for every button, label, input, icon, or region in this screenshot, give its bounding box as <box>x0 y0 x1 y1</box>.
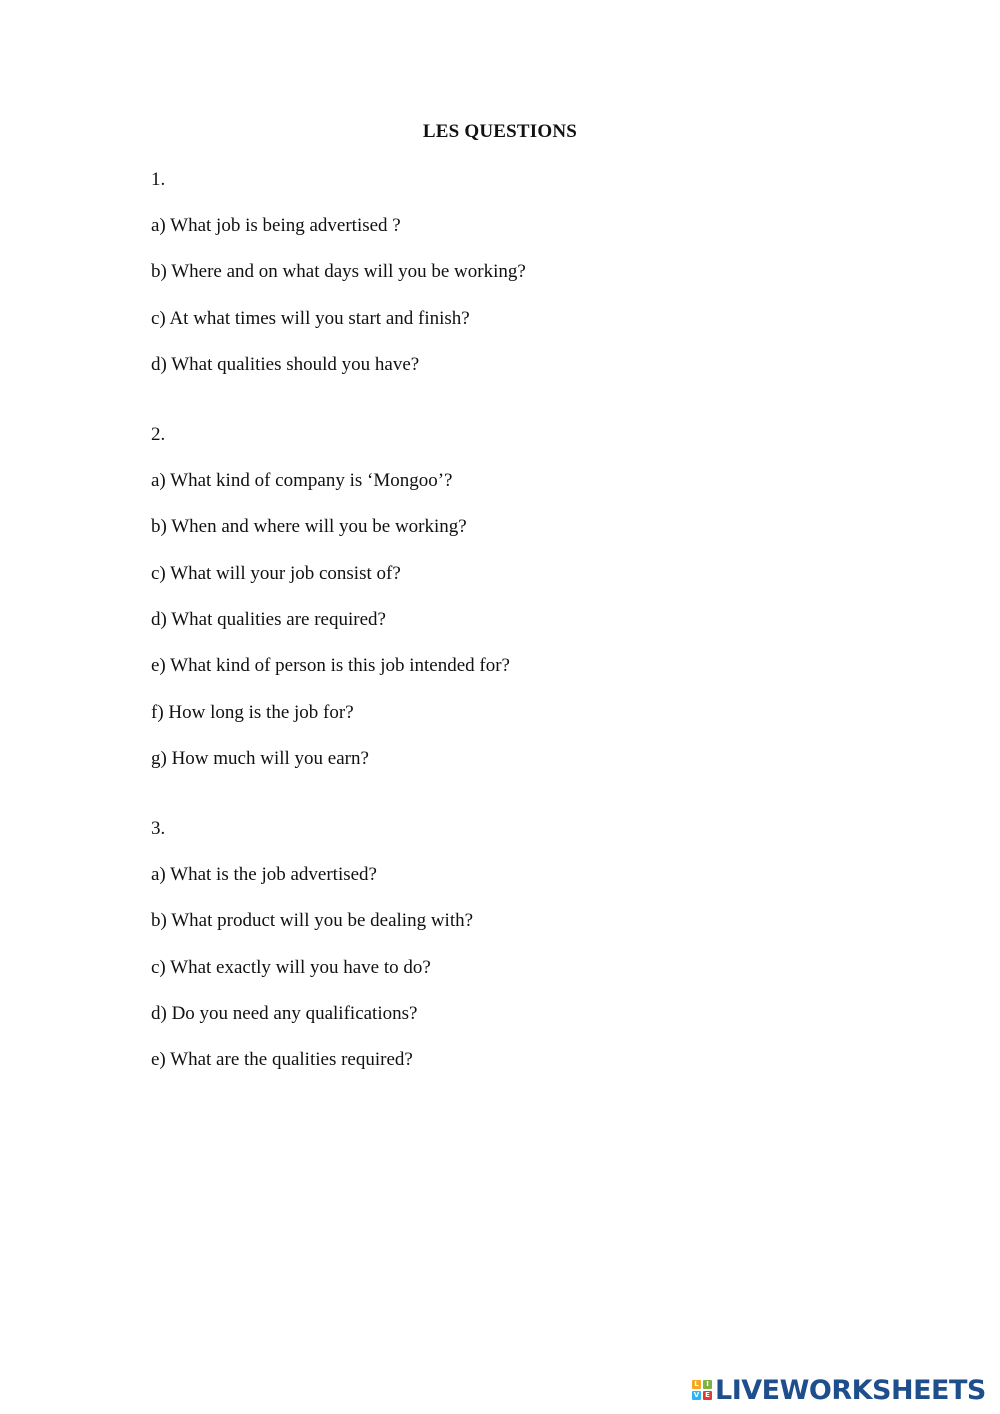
question-2b: b) When and where will you be working? <box>151 516 467 537</box>
question-2g: g) How much will you earn? <box>151 748 369 769</box>
section-3-number: 3. <box>151 818 166 839</box>
question-3c: c) What exactly will you have to do? <box>151 957 431 978</box>
liveworksheets-text: LIVEWORKSHEETS <box>715 1374 986 1406</box>
section-1-number: 1. <box>151 169 166 190</box>
liveworksheets-mark-icon <box>692 1380 712 1400</box>
section-2-number: 2. <box>151 424 166 445</box>
logo-mark-l: L <box>692 1380 701 1389</box>
logo-mark-e: E <box>703 1391 712 1400</box>
question-1d: d) What qualities should you have? <box>151 354 420 375</box>
page-title: LES QUESTIONS <box>422 121 578 142</box>
question-3e: e) What are the qualities required? <box>151 1049 413 1070</box>
question-3a: a) What is the job advertised? <box>151 864 377 885</box>
question-3b: b) What product will you be dealing with? <box>151 910 474 931</box>
question-1a: a) What job is being advertised ? <box>151 215 401 236</box>
question-3d: d) Do you need any qualifications? <box>151 1003 418 1024</box>
question-1b: b) Where and on what days will you be working? <box>151 261 526 282</box>
question-2e: e) What kind of person is this job intended for? <box>151 655 510 676</box>
liveworksheets-logo <box>692 1373 986 1407</box>
question-2f: f) How long is the job for? <box>151 702 354 723</box>
question-1c: c) At what times will you start and finish? <box>151 308 470 329</box>
logo-mark-v: V <box>693 1391 700 1399</box>
question-2c: c) What will your job consist of? <box>151 563 401 584</box>
question-2d: d) What qualities are required? <box>151 609 386 630</box>
question-2a: a) What kind of company is ‘Mongoo’? <box>151 470 453 491</box>
logo-mark-i: I <box>703 1380 712 1389</box>
